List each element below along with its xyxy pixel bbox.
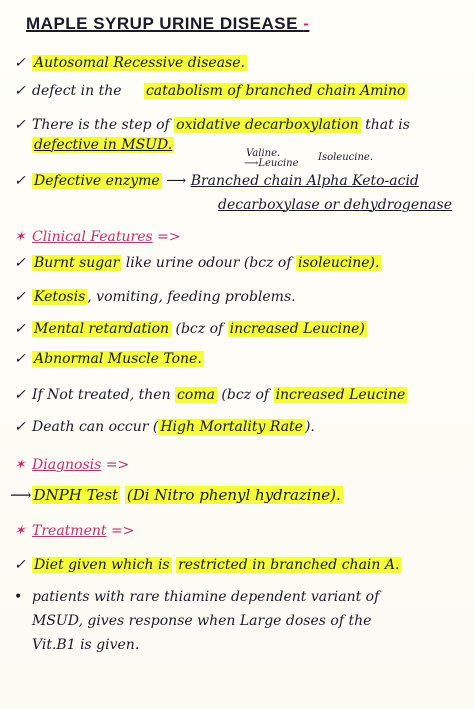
response-text: MSUD, gives response when Large doses of the [32,613,372,629]
diagnosis-heading: Diagnosis [32,457,102,473]
bcz-of-text: (bcz of [175,321,224,337]
check-icon: ✓ [14,173,26,189]
star-icon: ✶ [14,523,26,539]
check-icon: ✓ [14,557,26,573]
arrow-icon: ⟶ [166,173,187,189]
check-icon: ✓ [14,351,26,367]
line-ketosis [14,288,296,306]
leucine-label [244,158,299,169]
diet-text: Diet given which is [34,557,170,573]
isoleucine-text: isoleucine). [298,255,380,271]
line-death [14,418,315,436]
ketosis-text: Ketosis [34,289,86,305]
double-arrow-icon: => [105,457,130,473]
check-icon: ✓ [14,419,26,435]
line-enzyme [14,172,419,190]
line-defect [14,82,407,100]
valine-label: Valine. [246,148,281,159]
line-patients [14,588,379,606]
coma-text: coma [177,387,215,403]
bcz-text: (bcz of [221,387,270,403]
check-icon: ✓ [14,387,26,403]
check-icon: ✓ [14,321,26,337]
treatment-heading: Treatment [32,523,107,539]
check-icon: ✓ [14,255,26,271]
patients-text: patients with rare thiamine dependent variant of [32,589,380,605]
check-icon: ✓ [14,83,26,99]
line-vitb1 [32,636,139,654]
arrow-icon: ⟶ [244,158,259,169]
vomiting-text: , vomiting, feeding problems. [87,289,296,305]
line-decarboxylase [218,196,452,214]
death-text: Death can occur ( [32,419,159,435]
title-text: MAPLE SYRUP URINE DISEASE [26,14,298,33]
close-paren-text: ). [304,419,315,435]
enzyme-name-text: Branched chain Alpha Keto-acid [190,173,419,189]
section-diagnosis [14,456,129,474]
oxidative-text: oxidative decarboxylation [176,117,359,133]
dinitrophenyl-text: (Di Nitro phenyl hydrazine). [126,486,341,504]
autosomal-text: Autosomal Recessive disease. [34,55,245,71]
odour-text: like urine odour (bcz of [125,255,292,271]
title-dash: - [303,14,310,33]
decarboxylase-text: decarboxylase or dehydrogenase [218,197,452,213]
line-defective [32,136,174,154]
line-muscle [14,350,204,368]
vitb1-text: Vit.B1 is given. [32,637,140,653]
that-is-text: that is [365,117,410,133]
increased-leucine-text: increased Leucine) [229,321,365,337]
page-title [26,14,309,34]
mortality-text: High Mortality Rate [160,419,303,435]
check-icon: ✓ [14,55,26,71]
step-text: There is the step of [32,117,170,133]
dot-icon: • [14,589,23,605]
section-clinical [14,228,181,246]
leucine-text: Leucine [258,158,299,169]
mental-retardation-text: Mental retardation [34,321,170,337]
check-icon: ✓ [14,289,26,305]
defective-msud-text: defective in MSUD. [34,137,173,153]
muscle-tone-text: Abnormal Muscle Tone. [34,351,202,367]
line-autosomal [14,54,247,72]
dnph-test-text: DNPH Test [33,486,119,504]
line-step [14,116,410,134]
line-coma [14,386,407,404]
isoleucine-label: Isoleucine. [318,152,373,163]
line-dnph [10,486,343,504]
line-diet [14,556,401,574]
star-icon: ✶ [14,229,26,245]
section-treatment [14,522,134,540]
double-arrow-icon: => [157,229,181,245]
double-arrow-icon: => [110,523,135,539]
arrow-icon: ⟶ [10,486,32,504]
restricted-text: restricted in branched chain A. [178,557,400,573]
line-mental [14,320,367,338]
line-burnt-sugar [14,254,381,272]
catabolism-text: catabolism of branched chain Amino [145,83,406,99]
clinical-heading: Clinical Features [32,229,153,245]
increased-leucine-2-text: increased Leucine [275,387,406,403]
defect-text: defect in the [32,83,122,99]
star-icon: ✶ [14,457,26,473]
defective-enzyme-text: Defective enzyme [34,173,160,189]
check-icon: ✓ [14,117,26,133]
burnt-sugar-text: Burnt sugar [34,255,120,271]
line-msud-response [32,612,371,630]
not-treated-text: If Not treated, then [32,387,171,403]
